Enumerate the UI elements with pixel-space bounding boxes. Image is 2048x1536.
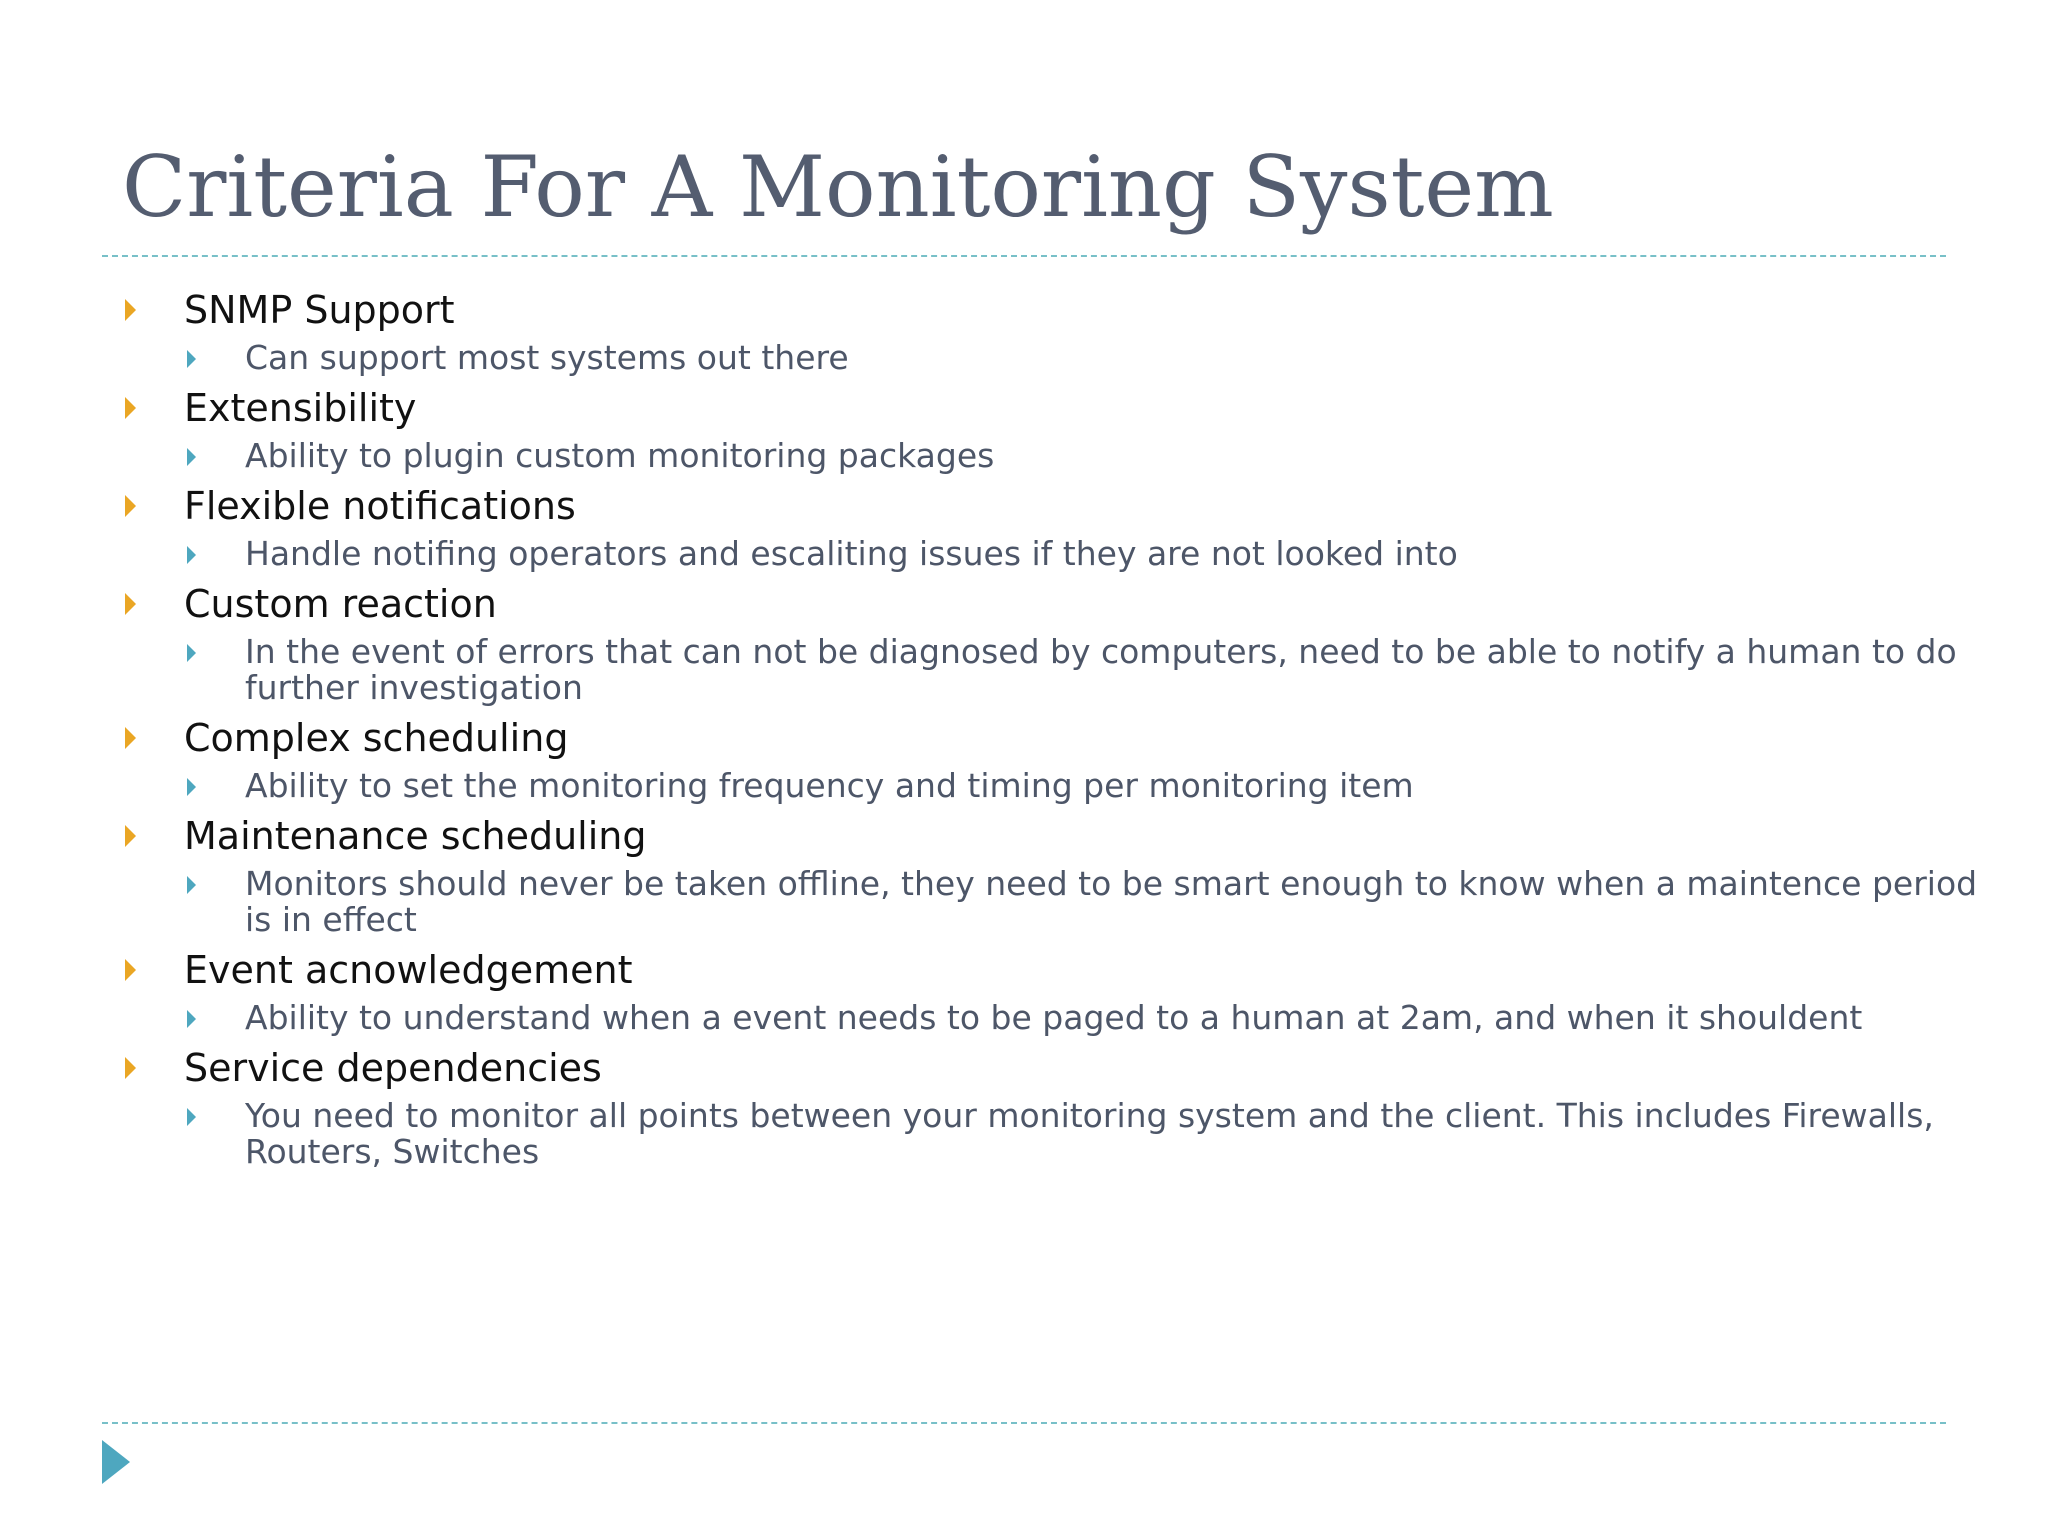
bullet-heading-text: Complex scheduling (184, 716, 569, 760)
bullet-detail-text: Ability to understand when a event needs to be paged to a human at 2am, and when it shouldent (245, 998, 1863, 1037)
bullet-detail-text: You need to monitor all points between your monitoring system and the client. This includes Firewalls, Routers, Switches (245, 1096, 1934, 1171)
bullet-detail-text: Monitors should never be taken offline, they need to be smart enough to know when a maintence period is in effect (245, 864, 1978, 939)
bullet-heading-text: Service dependencies (184, 1046, 602, 1090)
bullet-heading (0, 944, 2048, 996)
bullet-detail-text: Can support most systems out there (245, 338, 849, 377)
slide-title: Criteria For A Monitoring System (122, 138, 1554, 236)
bullet-arrow-icon (125, 495, 136, 517)
bullet-arrow-icon (125, 1057, 136, 1079)
triangle-right-icon[interactable] (102, 1440, 130, 1484)
list-item (0, 480, 2048, 572)
bullet-arrow-icon (125, 593, 136, 615)
sub-bullet-arrow-icon (187, 778, 196, 796)
bullet-arrow-icon (125, 299, 136, 321)
list-item (0, 712, 2048, 804)
bullet-detail-text: Ability to set the monitoring frequency and timing per monitoring item (245, 766, 1414, 805)
bullet-arrow-icon (125, 825, 136, 847)
bullet-heading (0, 810, 2048, 862)
list-item (0, 944, 2048, 1036)
bullet-arrow-icon (125, 959, 136, 981)
bullet-heading-text: Custom reaction (184, 582, 497, 626)
sub-bullet-arrow-icon (187, 644, 196, 662)
bullet-heading-text: SNMP Support (184, 288, 455, 332)
bullet-detail (0, 340, 2048, 376)
bullet-heading (0, 284, 2048, 336)
bullet-detail (0, 866, 2048, 938)
list-item (0, 382, 2048, 474)
title-divider (102, 255, 1946, 257)
sub-bullet-arrow-icon (187, 1108, 196, 1126)
bullet-heading-text: Event acnowledgement (184, 948, 633, 992)
bullet-heading (0, 578, 2048, 630)
bullet-detail (0, 768, 2048, 804)
bullet-heading-text: Flexible notifications (184, 484, 576, 528)
bullet-heading (0, 382, 2048, 434)
bullet-heading-text: Maintenance scheduling (184, 814, 647, 858)
bullet-arrow-icon (125, 727, 136, 749)
sub-bullet-arrow-icon (187, 1010, 196, 1028)
bullet-detail (0, 1098, 2048, 1170)
bullet-detail-text: Handle notifing operators and escaliting issues if they are not looked into (245, 534, 1458, 573)
bullet-detail (0, 536, 2048, 572)
list-item (0, 284, 2048, 376)
bullet-heading (0, 712, 2048, 764)
list-item (0, 810, 2048, 938)
sub-bullet-arrow-icon (187, 350, 196, 368)
bullet-heading (0, 480, 2048, 532)
footer-divider (102, 1422, 1946, 1424)
bullet-detail (0, 438, 2048, 474)
bullet-detail-text: In the event of errors that can not be diagnosed by computers, need to be able to notify a human to do further investigation (245, 632, 1957, 707)
list-item (0, 1042, 2048, 1170)
bullet-detail (0, 1000, 2048, 1036)
bullet-list (0, 284, 2048, 1176)
bullet-heading-text: Extensibility (184, 386, 417, 430)
sub-bullet-arrow-icon (187, 546, 196, 564)
list-item (0, 578, 2048, 706)
bullet-detail-text: Ability to plugin custom monitoring packages (245, 436, 995, 475)
sub-bullet-arrow-icon (187, 876, 196, 894)
bullet-detail (0, 634, 2048, 706)
sub-bullet-arrow-icon (187, 448, 196, 466)
bullet-heading (0, 1042, 2048, 1094)
bullet-arrow-icon (125, 397, 136, 419)
